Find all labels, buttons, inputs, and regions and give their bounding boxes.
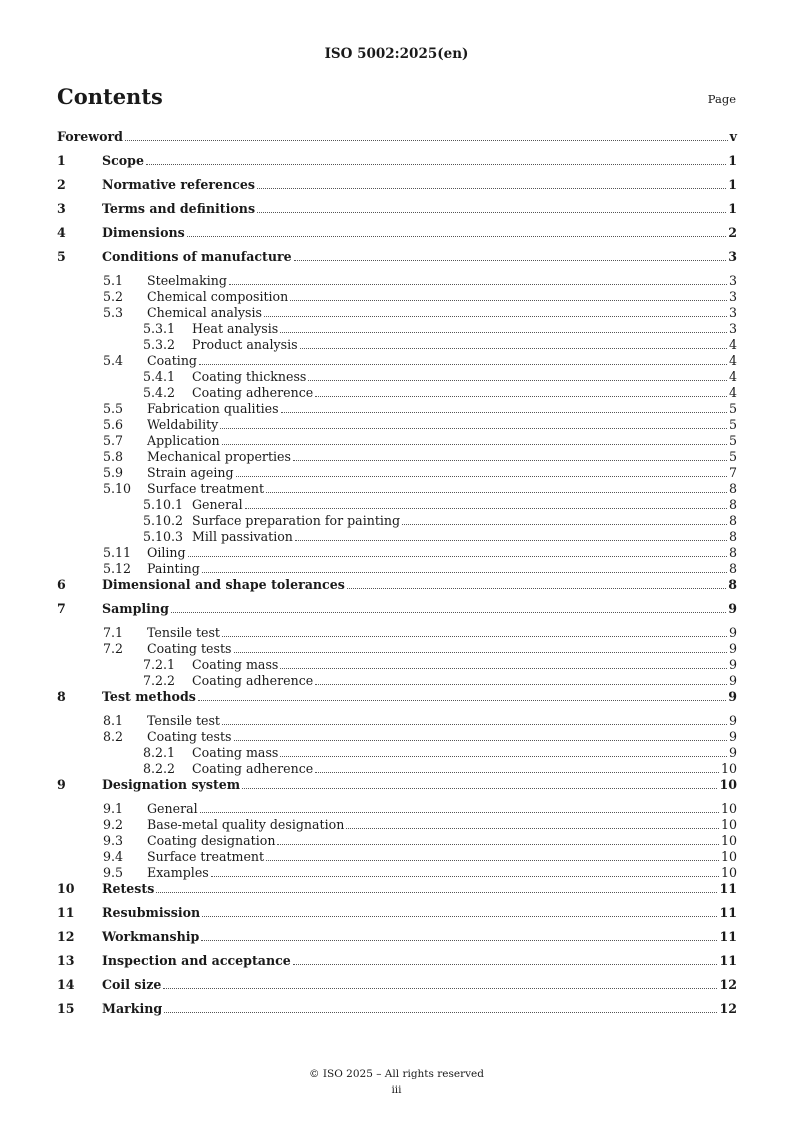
toc-entry-label: Tensile test [147,625,220,640]
toc-entry-page: 9 [728,657,737,672]
dot-leader [199,353,727,365]
toc-entry[interactable] [57,561,737,577]
dot-leader [222,433,727,445]
toc-entry-page: 1 [728,201,737,216]
toc-entry-label: Fabrication qualities [147,401,279,416]
toc-entry-number: 8.1 [103,713,124,728]
toc-entry-page: 10 [720,849,737,864]
toc-entry[interactable] [57,433,737,449]
toc-entry-number: 5.6 [103,417,124,432]
toc-entry[interactable] [57,865,737,881]
toc-entry-number: 9.4 [103,849,124,864]
toc-entry[interactable] [57,545,737,561]
toc-entry-page: 8 [728,497,737,512]
toc-entry-number: 5.10.1 [143,497,184,512]
toc-entry[interactable] [57,129,737,153]
dot-leader [234,641,727,653]
toc-entry-page: 11 [719,929,737,944]
toc-entry-number: 5.10.3 [143,529,184,544]
toc-entry[interactable] [57,369,737,385]
toc-entry-number: 5.3 [103,305,124,320]
toc-entry-number: 9.5 [103,865,124,880]
toc-entry-label: Mechanical properties [147,449,291,464]
toc-entry-label: Heat analysis [192,321,279,336]
dot-leader [347,577,726,589]
toc-entry-label: Workmanship [102,929,200,944]
toc-entry-label: Resubmission [102,905,201,920]
toc-entry-number: 5.7 [103,433,124,448]
dot-leader [164,1001,717,1013]
page-footer [0,1066,793,1098]
toc-entry-label: Coating mass [192,745,279,760]
toc-entry-page: 11 [719,881,737,896]
dot-leader [245,497,727,509]
toc-entry-label: Coating tests [147,729,232,744]
dot-leader [266,849,719,861]
table-of-contents [57,129,737,1025]
toc-entry[interactable] [57,673,737,689]
dot-leader [346,817,719,829]
toc-entry-page: 8 [728,513,737,528]
toc-entry-label: Coating designation [147,833,276,848]
toc-entry-number: 3 [57,201,66,216]
toc-entry[interactable] [57,305,737,321]
toc-entry-page: 4 [728,369,737,384]
toc-entry-number: 13 [57,953,75,968]
toc-entry-number: 5.3.1 [143,321,176,336]
dot-leader [146,153,726,165]
document-id: ISO 5002:2025(en) [324,46,469,62]
toc-entry-number: 6 [57,577,66,592]
toc-entry-label: Coating tests [147,641,232,656]
toc-entry-label: Coating mass [192,657,279,672]
toc-entry[interactable] [57,417,737,433]
toc-entry-number: 10 [57,881,75,896]
toc-entry[interactable] [57,761,737,777]
toc-entry-number: 14 [57,977,75,992]
toc-entry-number: 7 [57,601,66,616]
dot-leader [242,777,717,789]
toc-entry-label: Dimensional and shape tolerances [102,577,345,592]
toc-entry[interactable] [57,601,737,625]
toc-entry-label: Mill passivation [192,529,293,544]
dot-leader [202,561,727,573]
toc-entry-number: 5.9 [103,465,124,480]
toc-entry[interactable] [57,713,737,729]
toc-entry-page: 8 [728,545,737,560]
toc-entry-label: Weldability [147,417,219,432]
toc-entry-page: 9 [728,673,737,688]
toc-entry-number: 5.2 [103,289,124,304]
toc-entry-number: 4 [57,225,66,240]
toc-entry-number: 5.10 [103,481,132,496]
toc-entry-page: 9 [728,729,737,744]
dot-leader [222,713,727,725]
toc-entry-number: 8.2 [103,729,124,744]
toc-entry-number: 12 [57,929,75,944]
toc-entry-label: Conditions of manufacture [102,249,292,264]
toc-entry-page: 9 [728,713,737,728]
toc-entry[interactable] [57,833,737,849]
toc-entry[interactable] [57,929,737,953]
toc-entry-label: Tensile test [147,713,220,728]
toc-entry-label: Coating [147,353,197,368]
toc-entry-label: Normative references [102,177,256,192]
toc-entry-number: 9.3 [103,833,124,848]
toc-entry-number: 8 [57,689,66,704]
dot-leader [277,833,719,845]
toc-entry-label: Strain ageing [147,465,234,480]
toc-entry[interactable] [57,449,737,465]
dot-leader [220,417,727,429]
page-title: Contents [57,84,163,109]
toc-entry-label: Retests [102,881,155,896]
toc-entry[interactable] [57,153,737,177]
toc-entry-label: Scope [102,153,144,168]
toc-entry-page: 12 [719,977,737,992]
page-column-label: Page [707,92,736,106]
toc-entry-page: 10 [720,801,737,816]
dot-leader [280,745,727,757]
dot-leader [281,401,727,413]
toc-entry[interactable] [57,625,737,641]
toc-entry-page: 11 [719,953,737,968]
toc-entry-label: Chemical analysis [147,305,262,320]
dot-leader [234,729,727,741]
toc-entry-page: 9 [728,745,737,760]
toc-entry-label: Sampling [102,601,169,616]
toc-entry-number: 9.2 [103,817,124,832]
toc-entry[interactable] [57,289,737,305]
toc-entry[interactable] [57,177,737,201]
toc-entry-label: Coating adherence [192,761,314,776]
toc-entry-number: 7.2.1 [143,657,176,672]
dot-leader [300,337,727,349]
toc-entry[interactable] [57,465,737,481]
toc-entry-number: 2 [57,177,66,192]
toc-entry-page: 4 [728,385,737,400]
toc-entry-number: 7.2.2 [143,673,176,688]
toc-entry-page: 5 [728,449,737,464]
toc-entry-number: 11 [57,905,75,920]
dot-leader [187,225,727,237]
toc-entry-number: 8.2.1 [143,745,176,760]
toc-entry-label: Test methods [102,689,196,704]
toc-entry[interactable] [57,849,737,865]
toc-entry-number: 5.8 [103,449,124,464]
toc-entry-page: 4 [728,337,737,352]
toc-entry[interactable] [57,641,737,657]
toc-entry-page: v [729,129,737,144]
dot-leader [202,905,717,917]
toc-entry-label: Coating adherence [192,673,314,688]
toc-entry-page: 8 [728,561,737,576]
toc-entry[interactable] [57,577,737,601]
dot-leader [294,249,727,261]
copyright-notice: © ISO 2025 – All rights reserved [309,1068,484,1080]
toc-entry-page: 10 [720,817,737,832]
dot-leader [257,201,726,213]
toc-entry[interactable] [57,881,737,905]
dot-leader [201,929,717,941]
toc-entry-label: Surface treatment [147,849,265,864]
toc-entry-page: 5 [728,417,737,432]
dot-leader [402,513,727,525]
toc-entry-page: 10 [720,833,737,848]
toc-entry-number: 15 [57,1001,75,1016]
toc-entry-page: 10 [720,761,737,776]
toc-entry-label: Designation system [102,777,241,792]
toc-entry-label: Base-metal quality designation [147,817,345,832]
toc-entry-page: 5 [728,401,737,416]
toc-entry-page: 4 [728,353,737,368]
toc-entry-page: 10 [719,777,737,792]
toc-entry-label: General [192,497,243,512]
dot-leader [236,465,727,477]
dot-leader [257,177,726,189]
toc-entry-label: Foreword [57,129,123,144]
toc-entry-number: 9.1 [103,801,124,816]
dot-leader [198,689,726,701]
dot-leader [280,321,727,333]
toc-entry-number: 5.4.1 [143,369,176,384]
toc-entry-page: 3 [728,273,737,288]
toc-entry[interactable] [57,273,737,289]
toc-entry-number: 7.1 [103,625,124,640]
dot-leader [266,481,727,493]
toc-entry-number: 8.2.2 [143,761,176,776]
toc-entry-page: 8 [728,481,737,496]
toc-entry-label: Dimensions [102,225,185,240]
dot-leader [280,657,727,669]
dot-leader [222,625,727,637]
dot-leader [290,289,727,301]
toc-entry-number: 1 [57,153,66,168]
dot-leader [163,977,717,989]
toc-entry-page: 12 [719,1001,737,1016]
toc-entry-label: Surface treatment [147,481,265,496]
toc-entry-page: 1 [728,177,737,192]
dot-leader [200,801,719,813]
toc-entry[interactable] [57,817,737,833]
toc-entry-number: 5.4 [103,353,124,368]
toc-entry[interactable] [57,657,737,673]
toc-entry[interactable] [57,353,737,369]
toc-entry-page: 11 [719,905,737,920]
toc-entry[interactable] [57,529,737,545]
dot-leader [293,953,718,965]
toc-entry-page: 9 [728,641,737,656]
toc-entry-page: 9 [728,625,737,640]
toc-entry-page: 3 [728,321,737,336]
toc-entry-page: 10 [720,865,737,880]
toc-entry[interactable] [57,513,737,529]
dot-leader [171,601,726,613]
toc-entry-label: Coating adherence [192,385,314,400]
toc-entry-number: 5.3.2 [143,337,176,352]
toc-entry[interactable] [57,729,737,745]
toc-entry-page: 7 [728,465,737,480]
dot-leader [315,385,727,397]
dot-leader [125,129,728,141]
toc-entry-label: Terms and definitions [102,201,256,216]
toc-entry-label: General [147,801,198,816]
dot-leader [264,305,727,317]
toc-entry[interactable] [57,385,737,401]
toc-entry-page: 3 [728,249,737,264]
toc-entry-page: 9 [728,601,737,616]
toc-entry-page: 3 [728,289,737,304]
toc-entry[interactable] [57,401,737,417]
toc-entry-number: 5.12 [103,561,132,576]
toc-entry-page: 9 [728,689,737,704]
dot-leader [156,881,717,893]
toc-entry-label: Coating thickness [192,369,307,384]
dot-leader [229,273,727,285]
toc-entry[interactable] [57,777,737,801]
toc-entry-page: 5 [728,433,737,448]
toc-entry-page: 8 [728,529,737,544]
toc-entry-label: Application [147,433,220,448]
toc-entry[interactable] [57,201,737,225]
toc-entry-number: 5.5 [103,401,124,416]
toc-entry-page: 2 [728,225,737,240]
toc-entry-label: Oiling [147,545,186,560]
toc-entry-number: 5.10.2 [143,513,184,528]
toc-entry[interactable] [57,481,737,497]
toc-entry[interactable] [57,745,737,761]
toc-entry-number: 7.2 [103,641,124,656]
dot-leader [293,449,727,461]
dot-leader [315,761,719,773]
toc-entry[interactable] [57,337,737,353]
toc-entry[interactable] [57,801,737,817]
dot-leader [295,529,727,541]
toc-entry-label: Painting [147,561,200,576]
toc-entry-label: Chemical composition [147,289,289,304]
dot-leader [211,865,719,877]
toc-entry-label: Product analysis [192,337,298,352]
toc-entry[interactable] [57,497,737,513]
toc-entry-page: 1 [728,153,737,168]
toc-entry[interactable] [57,905,737,929]
toc-entry-number: 5.11 [103,545,132,560]
toc-entry-label: Marking [102,1001,163,1016]
toc-entry[interactable] [57,977,737,1001]
dot-leader [315,673,727,685]
toc-entry-page: 3 [728,305,737,320]
toc-entry-label: Steelmaking [147,273,227,288]
toc-entry-number: 5 [57,249,66,264]
toc-entry[interactable] [57,249,737,273]
toc-entry[interactable] [57,1001,737,1025]
page-number: iii [391,1084,402,1096]
toc-entry-page: 8 [728,577,737,592]
toc-entry[interactable] [57,689,737,713]
toc-entry-number: 5.4.2 [143,385,176,400]
toc-entry-label: Inspection and acceptance [102,953,291,968]
dot-leader [308,369,727,381]
dot-leader [188,545,727,557]
toc-entry-number: 9 [57,777,66,792]
toc-entry[interactable] [57,953,737,977]
toc-entry-label: Surface preparation for painting [192,513,401,528]
toc-entry[interactable] [57,321,737,337]
toc-entry-number: 5.1 [103,273,124,288]
toc-entry[interactable] [57,225,737,249]
toc-entry-label: Coil size [102,977,162,992]
toc-entry-label: Examples [147,865,209,880]
